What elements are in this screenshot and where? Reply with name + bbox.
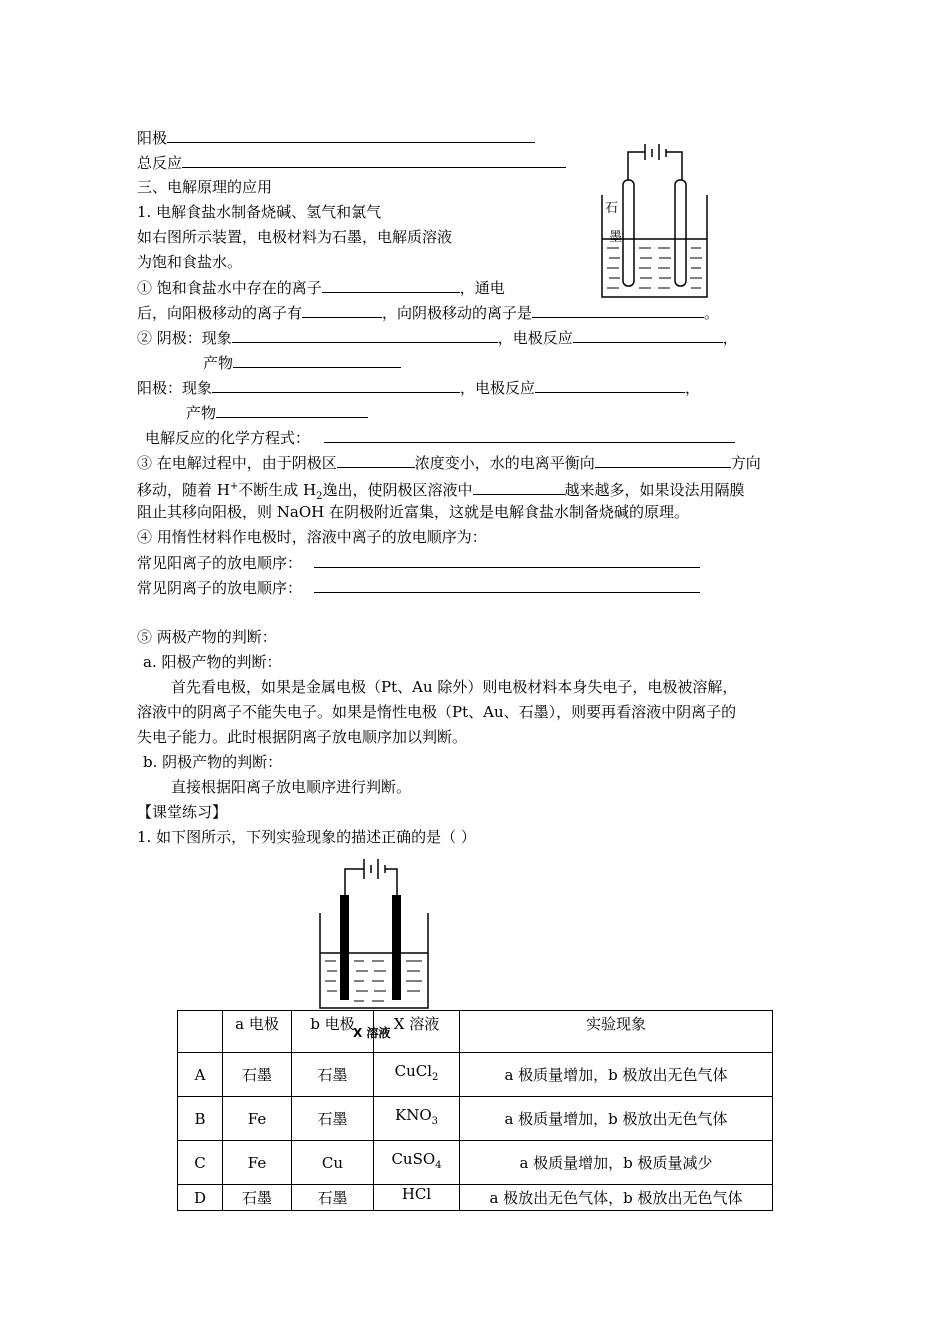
question-3-line: ③ 在电解过程中，由于阴极区 浓度变小，水的电离平衡向 方向 [137,454,761,472]
item-heading: 1. 电解食盐水制备烧碱、氢气和氯气 [137,203,382,221]
exercise-1-question: 1. 如下图所示，下列实验现象的描述正确的是（ ） [137,828,476,846]
b-electrode-cell: 石墨 [292,1185,374,1211]
paragraph-line-1: 首先看电极，如果是金属电极（Pt、Au 除外）则电极材料本身失电子，电极被溶解， [171,678,738,696]
a-electrode-cell: 石墨 [223,1185,292,1211]
anode-product-blank[interactable] [216,402,368,418]
header-cell: 实验现象 [460,1011,773,1053]
header-cell: X 溶液 [374,1011,460,1053]
graphite-label-2: 墨 [609,230,623,245]
equation-line: 电解反应的化学方程式： [145,427,735,448]
to-anode-blank[interactable] [302,302,382,318]
phenomenon-cell: a 极质量增加，b 极放出无色气体 [460,1053,773,1097]
a-electrode-cell: Fe [223,1097,292,1141]
phenomenon-cell: a 极质量增加，b 极放出无色气体 [460,1097,773,1141]
question-1-line-2: 后，向阳极移动的离子有 ，向阴极移动的离子是 。 [137,304,720,322]
table-row[interactable] [178,1141,773,1185]
anode-product-heading: a. 阳极产物的判断： [143,653,282,671]
question-3-line-3: 阻止其移向阳极，则 NaOH 在阴极附近富集，这就是电解食盐水制备烧碱的原理。 [137,503,689,521]
option-label: B [178,1097,223,1141]
accumulate-blank[interactable] [473,479,565,495]
paragraph-line-4: 直接根据阳离子放电顺序进行判断。 [171,778,412,796]
question-4-line: ④ 用惰性材料作电极时，溶液中离子的放电顺序为： [137,528,487,546]
a-electrode-cell: 石墨 [223,1053,292,1097]
total-reaction-line: 总反应 [137,152,566,173]
anode-phenomenon-blank[interactable] [212,377,460,393]
ions-blank[interactable] [322,277,460,293]
b-electrode-cell: 石墨 [292,1097,374,1141]
header-cell: a 电极 [223,1011,292,1053]
intro-line-1: 如右图所示装置，电极材料为石墨，电解质溶液 [137,228,453,246]
exercise-cell-figure [312,855,442,1015]
cathode-ion-blank[interactable] [337,452,415,468]
options-table [177,1010,773,1211]
equation-blank[interactable] [324,427,735,443]
table-header-row [178,1011,773,1053]
question-1-line: ① 饱和食盐水中存在的离子 ，通电 [137,279,505,297]
anode-blank[interactable] [167,127,535,143]
x-solution-cell: CuCl$_2$ [374,1053,460,1097]
option-label: D [178,1185,223,1211]
x-solution-label: X 溶液 [353,1026,391,1040]
cathode-phenomenon-blank[interactable] [232,327,498,343]
cathode-product-line: 产物 [203,352,401,373]
header-cell [178,1011,223,1053]
table-row[interactable] [178,1097,773,1141]
phenomenon-cell: a 极放出无色气体，b 极放出无色气体 [460,1185,773,1211]
anode-product-line: 产物 [186,402,368,423]
option-label: A [178,1053,223,1097]
graphite-label-1: 石 [605,201,619,216]
table-row[interactable] [178,1053,773,1097]
a-electrode-cell: Fe [223,1141,292,1185]
x-solution-cell: HCl [374,1185,460,1211]
anode-line: 阳极 [137,127,535,148]
cathode-reaction-blank[interactable] [573,327,723,343]
cathode-line: ② 阴极：现象 ，电极反应 ， [137,329,738,347]
cathode-product-heading: b. 阴极产物的判断： [143,753,283,771]
anion-order-line: 常见阴离子的放电顺序： [137,577,700,598]
direction-blank[interactable] [595,452,731,468]
practice-heading: 【课堂练习】 [137,803,228,821]
paragraph-line-3: 失电子能力。此时根据阴离子放电顺序加以判断。 [137,728,468,746]
option-label: C [178,1141,223,1185]
paragraph-line-2: 溶液中的阴离子不能失电子。如果是惰性电极（Pt、Au、石墨），则要再看溶液中阴离子的 [137,703,737,721]
x-solution-cell: $KNO_3$ [374,1097,460,1141]
cation-order-line: 常见阳离子的放电顺序： [137,552,700,573]
anode-reaction-blank[interactable] [535,377,685,393]
cathode-product-blank[interactable] [233,352,401,368]
header-cell: b 电极 [292,1011,374,1053]
intro-line-2: 为饱和食盐水。 [137,253,243,271]
b-electrode-cell: Cu [292,1141,374,1185]
phenomenon-cell: a 极质量增加，b 极质量减少 [460,1141,773,1185]
electrolysis-cell-figure [595,140,715,302]
anode-phenomenon-line: 阳极：现象 ，电极反应 ， [137,379,701,397]
total-blank[interactable] [182,152,566,168]
anion-order-blank[interactable] [314,577,700,593]
question-3-line-2: 移动，随着 H+不断生成 $H_2$逸出，使阴极区溶液中 越来越多，如果设法用隔膜 [137,481,745,502]
b-electrode-cell: 石墨 [292,1053,374,1097]
x-solution-cell: CuSO$_4$ [374,1141,460,1185]
to-cathode-blank[interactable] [532,302,704,318]
cation-order-blank[interactable] [314,552,700,568]
section-heading: 三、电解原理的应用 [137,178,273,196]
table-row[interactable] [178,1185,773,1211]
question-5-line: ⑤ 两极产物的判断： [137,628,277,646]
